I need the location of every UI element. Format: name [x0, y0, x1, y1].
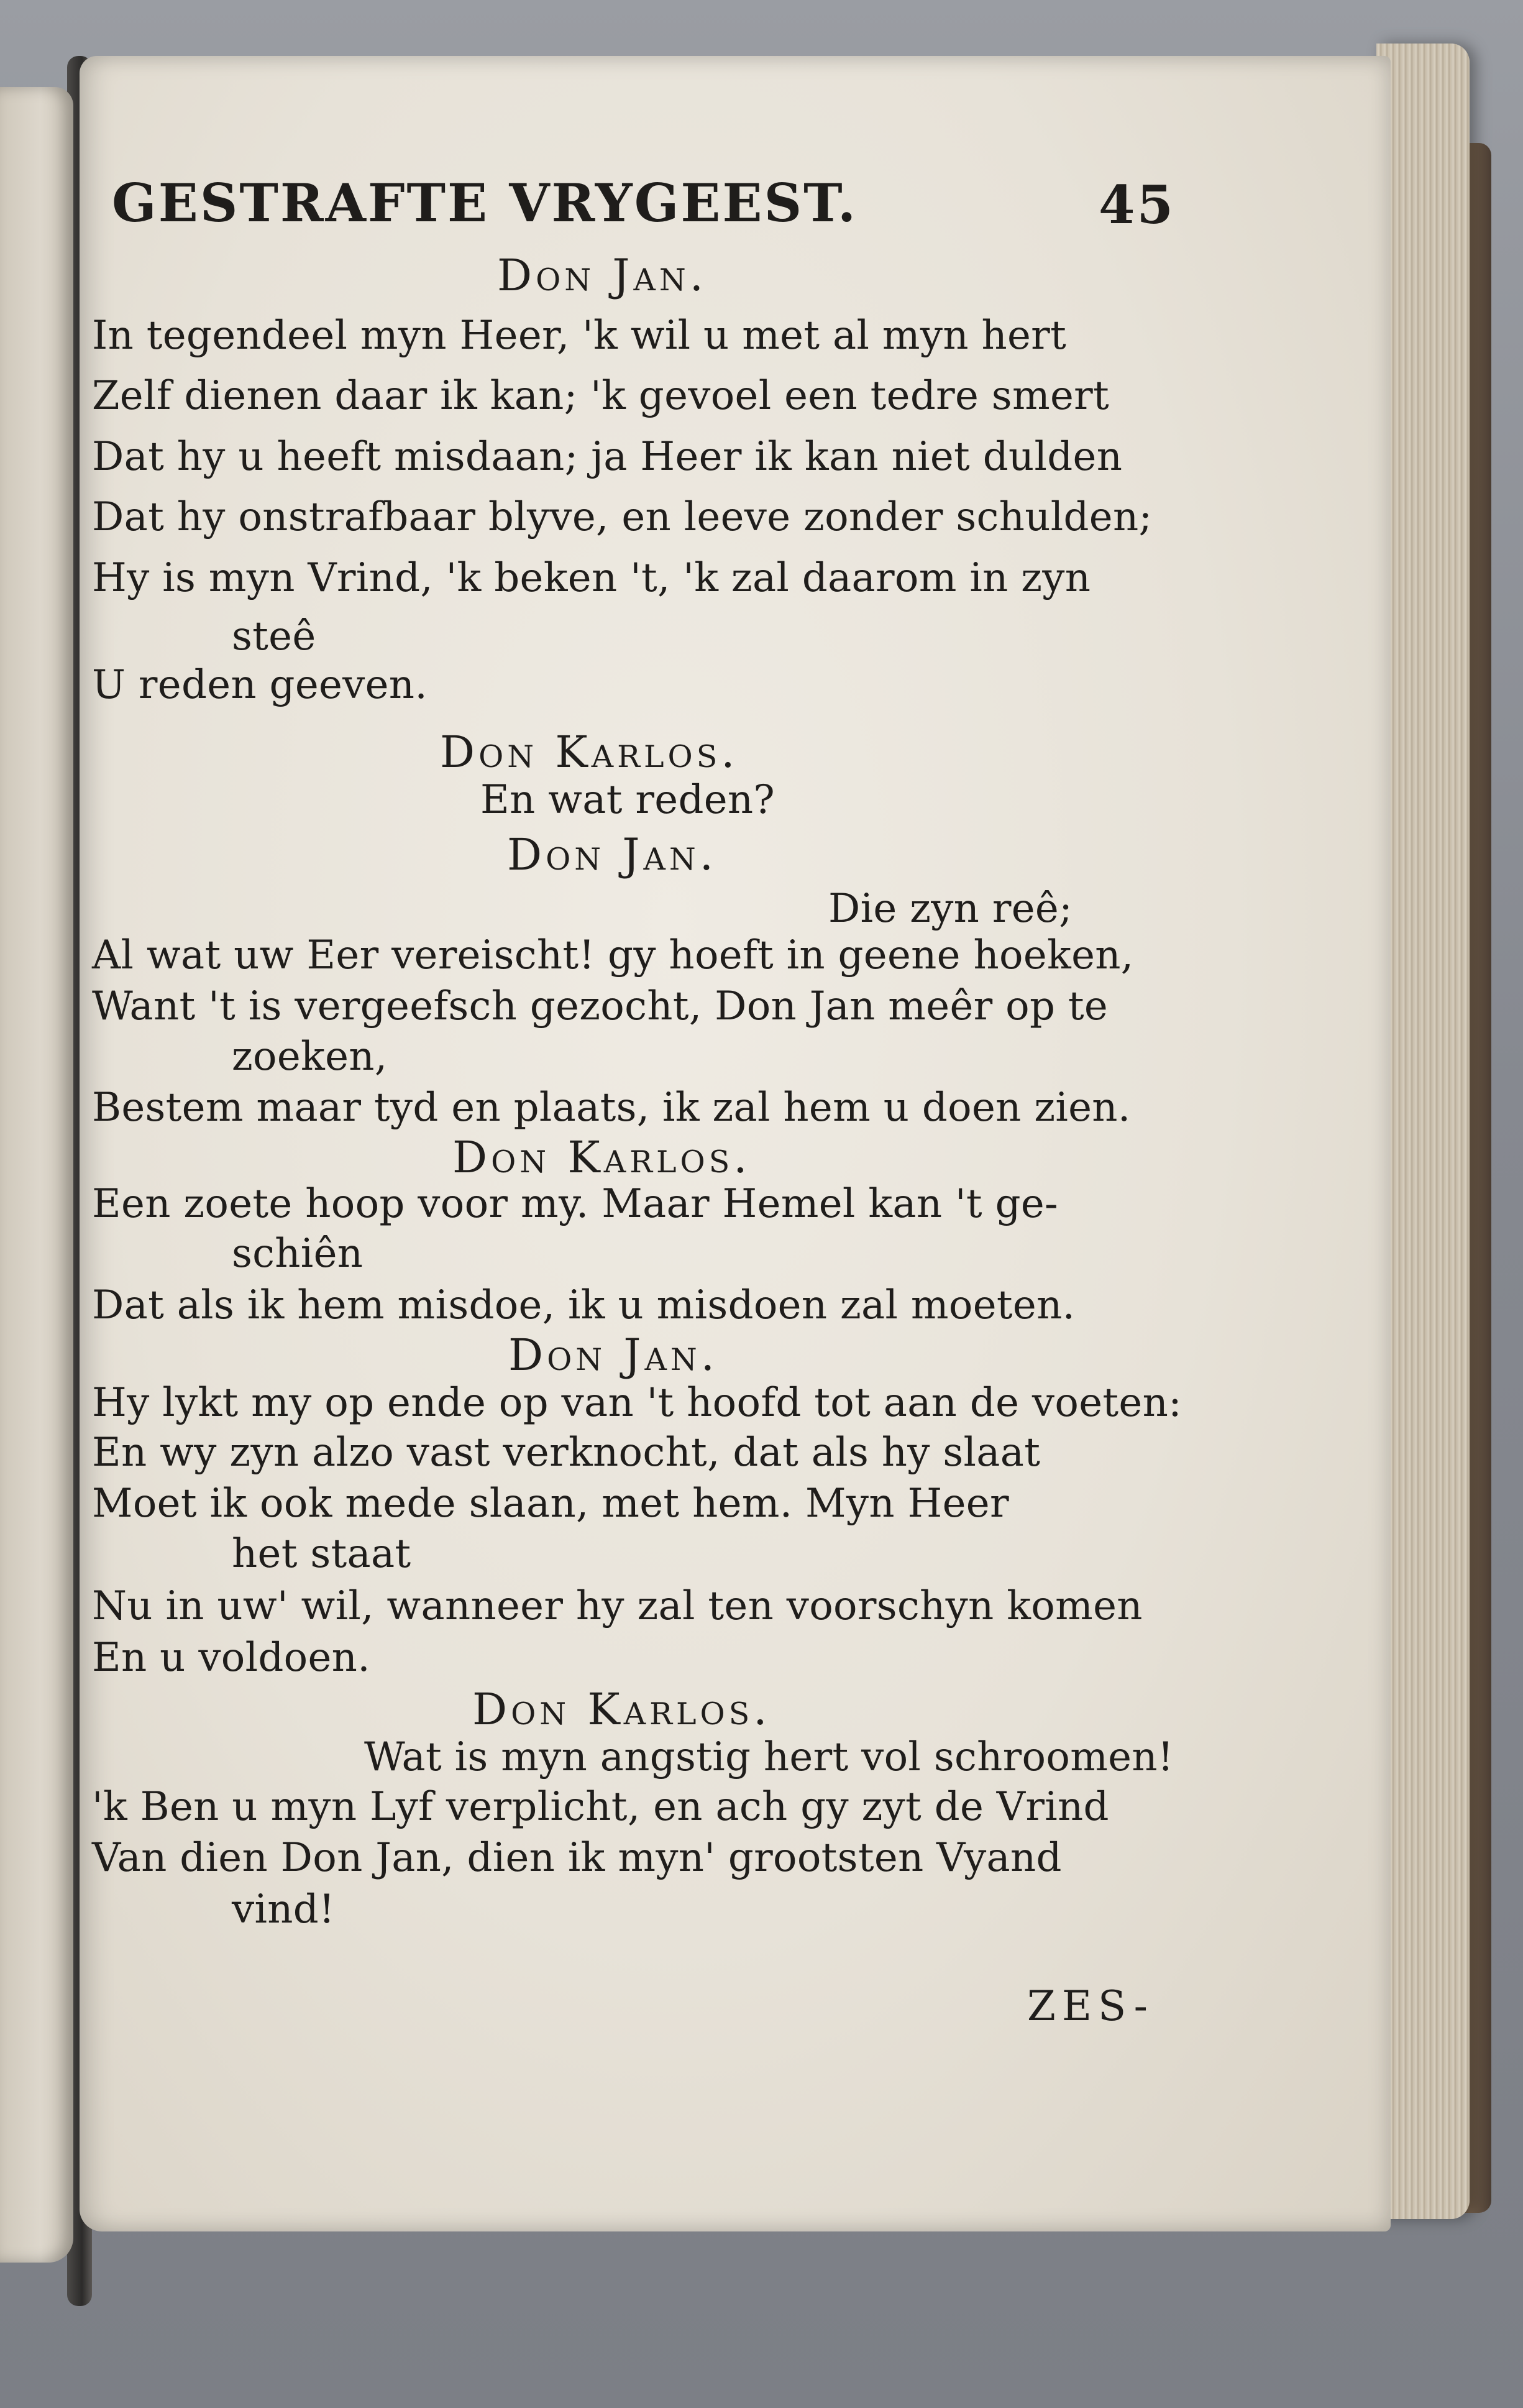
verse-line: Bestem maar tyd en plaats, ik zal hem u doen zien.: [92, 1085, 1131, 1131]
verse-line: Hy is myn Vrind, 'k beken 't, 'k zal daarom in zyn: [92, 555, 1091, 601]
verse-line: En wat reden?: [480, 777, 775, 823]
turnover-line: steê: [232, 613, 316, 659]
turnover-line: zoeken,: [232, 1034, 388, 1080]
verse-line: Van dien Don Jan, dien ik myn' grootsten Vyand: [92, 1835, 1062, 1881]
left-page-edge: [0, 87, 73, 2263]
verse-line: Die zyn reê;: [828, 886, 1073, 932]
verse-line: Een zoete hoop voor my. Maar Hemel kan 't ge-: [92, 1181, 1058, 1227]
verse-line: Al wat uw Eer vereischt! gy hoeft in geene hoeken,: [92, 932, 1134, 978]
speaker-heading: Don Jan.: [497, 250, 707, 301]
running-title: GESTRAFTE VRYGEEST.: [112, 172, 858, 234]
speaker-heading: Don Karlos.: [472, 1684, 771, 1735]
speaker-heading: Don Karlos.: [452, 1132, 751, 1183]
verse-line: En u voldoen.: [92, 1635, 370, 1681]
speaker-heading: Don Karlos.: [440, 727, 739, 778]
verse-line: Moet ik ook mede slaan, met hem. Myn Heer: [92, 1481, 1009, 1527]
verse-line: Hy lykt my op ende op van 't hoofd tot aan de voeten:: [92, 1380, 1182, 1426]
verse-line: Wat is myn angstig hert vol schroomen!: [364, 1734, 1174, 1780]
verse-line: Dat als ik hem misdoe, ik u misdoen zal moeten.: [92, 1282, 1076, 1328]
page-number: 45: [1099, 174, 1175, 236]
turnover-line: schiên: [232, 1231, 364, 1277]
verse-line: Want 't is vergeefsch gezocht, Don Jan meêr op te: [92, 983, 1109, 1029]
verse-line: Zelf dienen daar ik kan; 'k gevoel een tedre smert: [92, 373, 1110, 419]
turnover-line: vind!: [232, 1886, 336, 1932]
verse-line: U reden geeven.: [92, 662, 428, 708]
verse-line: In tegendeel myn Heer, 'k wil u met al myn hert: [92, 313, 1067, 359]
verse-line: 'k Ben u myn Lyf verplicht, en ach gy zyt de Vrind: [92, 1784, 1109, 1830]
verse-line: En wy zyn alzo vast verknocht, dat als hy slaat: [92, 1430, 1041, 1476]
verse-line: Dat hy onstrafbaar blyve, en leeve zonder schulden;: [92, 494, 1153, 540]
speaker-heading: Don Jan.: [507, 829, 717, 880]
verse-line: Nu in uw' wil, wanneer hy zal ten voorschyn komen: [92, 1583, 1143, 1629]
catchword: ZES-: [1027, 1982, 1154, 2030]
turnover-line: het staat: [232, 1531, 411, 1577]
book-page: [80, 56, 1391, 2231]
speaker-heading: Don Jan.: [508, 1330, 718, 1381]
verse-line: Dat hy u heeft misdaan; ja Heer ik kan niet dulden: [92, 434, 1123, 480]
